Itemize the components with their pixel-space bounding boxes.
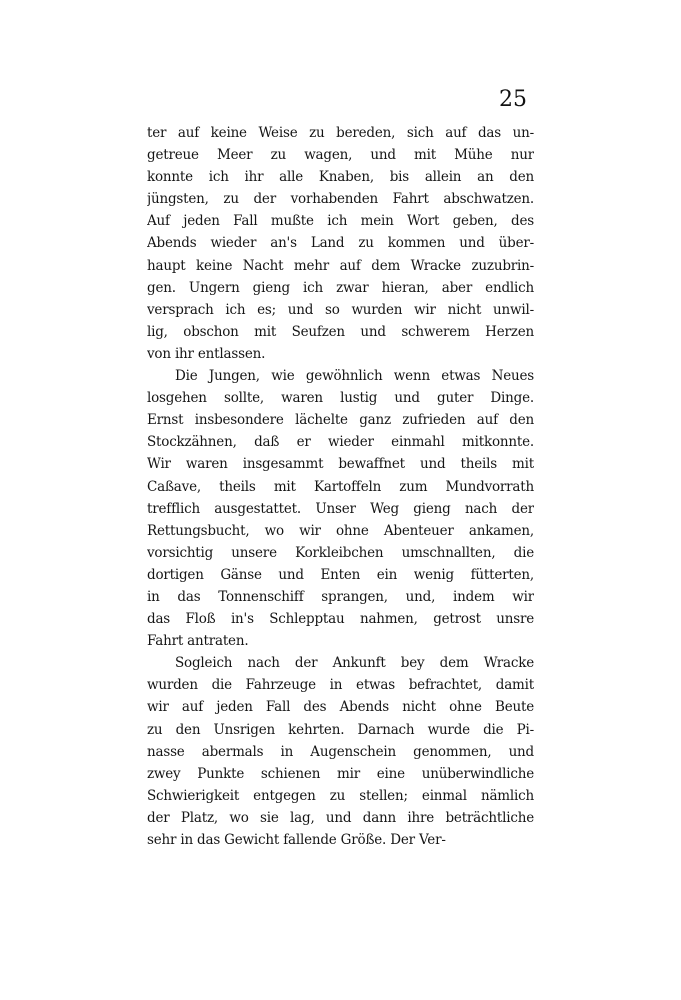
text-line: Rettungsbucht, wo wir ohne Abenteuer ankamen,	[147, 522, 534, 539]
body-text	[147, 122, 534, 851]
text-line: Auf jeden Fall mußte ich mein Wort geben, des	[147, 213, 534, 230]
text-line: Caßave, theils mit Kartoffeln zum Mundvorrath	[147, 478, 534, 495]
paragraph	[147, 122, 534, 365]
text-line: konnte ich ihr alle Knaben, bis allein an den	[147, 169, 534, 186]
page-number: 25	[499, 87, 527, 112]
text-line: Ernst insbesondere lächelte ganz zufrieden auf den	[147, 412, 534, 429]
text-line: der Platz, wo sie lag, und dann ihre beträchtliche	[147, 809, 534, 826]
text-line: lig, obschon mit Seufzen und schwerem Herzen	[147, 323, 534, 340]
text-line: Schwierigkeit entgegen zu stellen; einmal nämlich	[147, 787, 534, 804]
text-line: Die Jungen, wie gewöhnlich wenn etwas Neues	[175, 368, 534, 385]
text-line: trefflich ausgestattet. Unser Weg gieng nach der	[147, 500, 534, 517]
text-line: getreue Meer zu wagen, und mit Mühe nur	[147, 147, 534, 164]
text-line: zu den Unsrigen kehrten. Darnach wurde die Pi-	[147, 721, 534, 738]
text-line: dortigen Gänse und Enten ein wenig fütterten,	[147, 566, 534, 583]
text-line: Fahrt antraten.	[147, 633, 249, 650]
paragraph	[147, 652, 534, 851]
text-line: Wir waren insgesammt bewaffnet und theils mit	[147, 456, 534, 473]
text-line: Sogleich nach der Ankunft bey dem Wracke	[175, 655, 534, 672]
text-line: nasse abermals in Augenschein genommen, und	[147, 743, 534, 760]
text-line: ter auf keine Weise zu bereden, sich auf das un-	[147, 125, 534, 141]
text-line: vorsichtig unsere Korkleibchen umschnallten, die	[147, 544, 534, 561]
text-line: Abends wieder an's Land zu kommen und über-	[147, 235, 534, 252]
text-line: in das Tonnenschiff sprangen, und, indem wir	[147, 588, 534, 605]
text-line: wurden die Fahrzeuge in etwas befrachtet, damit	[147, 677, 534, 694]
text-line: Stockzähnen, daß er wieder einmahl mitkonnte.	[147, 434, 534, 451]
text-line: gen. Ungern gieng ich zwar hieran, aber endlich	[147, 279, 534, 296]
text-line: haupt keine Nacht mehr auf dem Wracke zuzubrin-	[147, 257, 534, 274]
text-line: zwey Punkte schienen mir eine unüberwindliche	[147, 765, 534, 782]
text-line: sehr in das Gewicht fallende Größe. Der Ver-	[147, 832, 446, 848]
text-line: jüngsten, zu der vorhabenden Fahrt abschwatzen.	[147, 191, 534, 208]
text-line: losgehen sollte, waren lustig und guter Dinge.	[147, 390, 534, 407]
text-line: das Floß in's Schlepptau nahmen, getrost unsre	[147, 611, 534, 628]
text-line: von ihr entlassen.	[147, 345, 266, 362]
text-line: wir auf jeden Fall des Abends nicht ohne Beute	[147, 699, 534, 716]
paragraph	[147, 365, 534, 652]
text-line: versprach ich es; und so wurden wir nicht unwil-	[147, 301, 534, 318]
